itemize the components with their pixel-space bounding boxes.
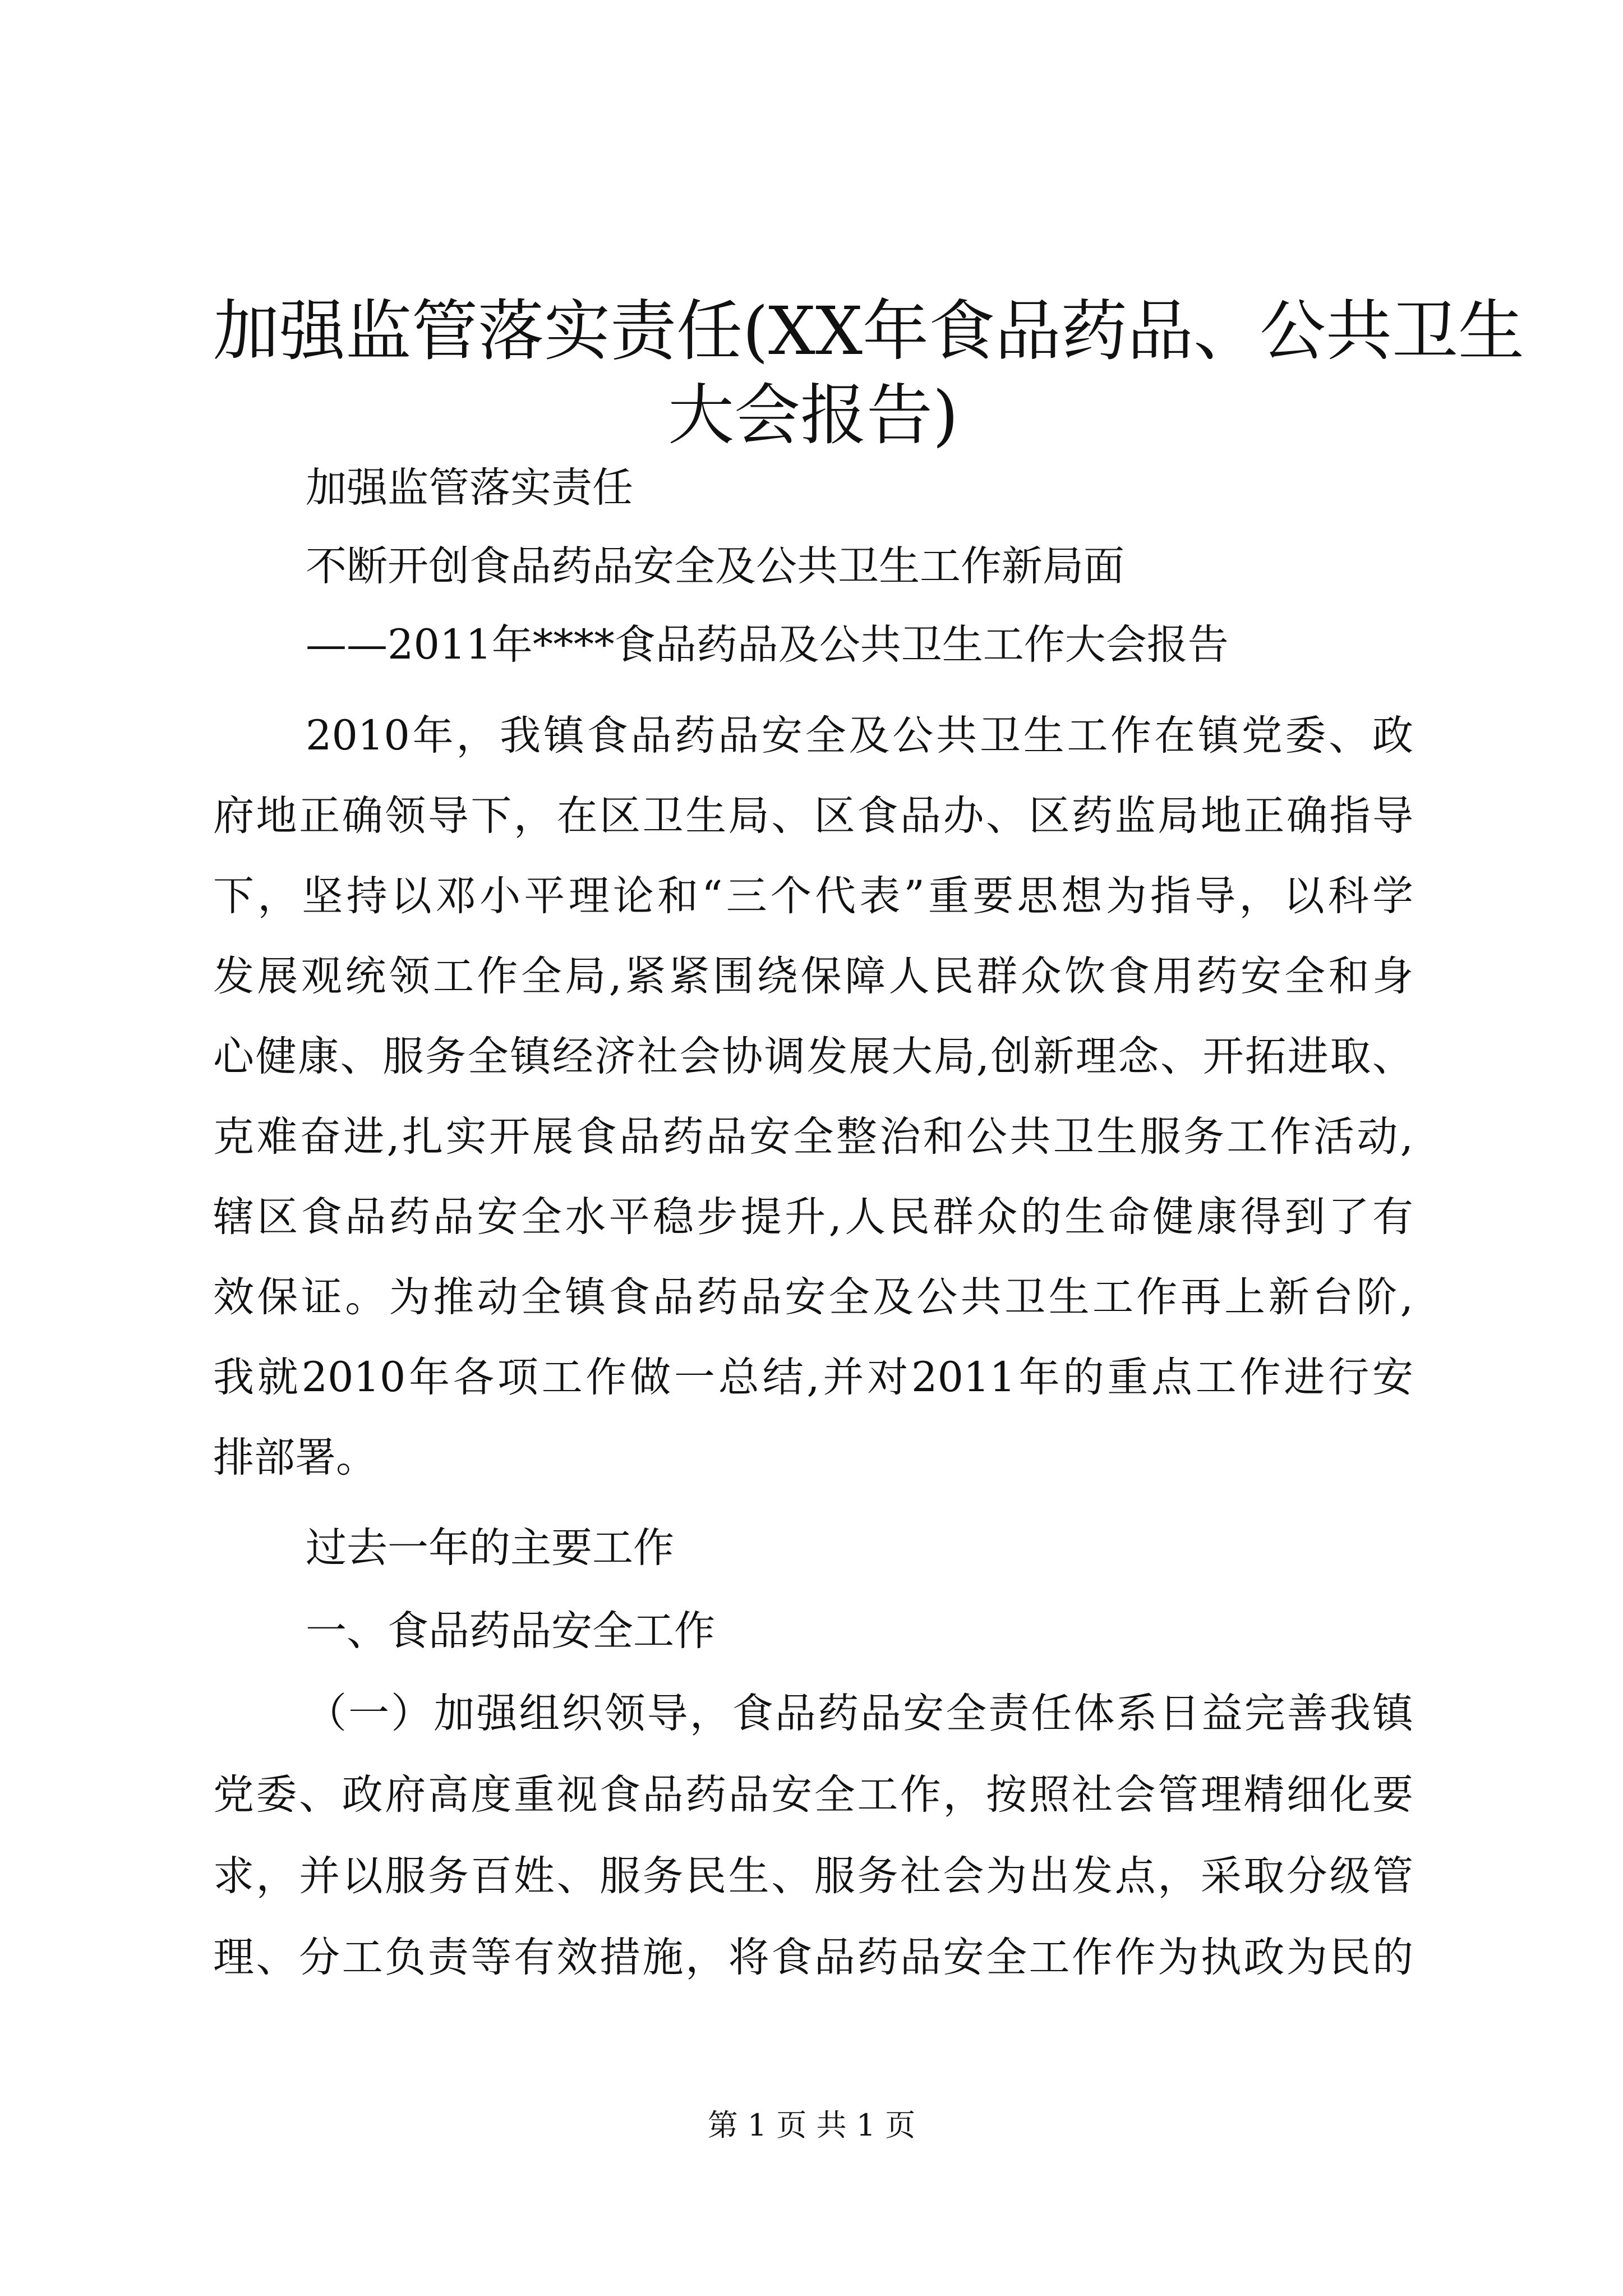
paragraph-line: 求，并以服务百姓、服务民生、服务社会为出发点，采取分级管 — [213, 1852, 1413, 1900]
paragraph-line: 克难奋进,扎实开展食品药品安全整治和公共卫生服务工作活动, — [213, 1113, 1413, 1161]
paragraph-line: 党委、政府高度重视食品药品安全工作，按照社会管理精细化要 — [213, 1771, 1413, 1819]
paragraph-line: 发展观统领工作全局,紧紧围绕保障人民群众饮食用药安全和身 — [213, 953, 1413, 1000]
section-heading: 一、食品药品安全工作 — [306, 1607, 715, 1655]
paragraph-line: 下，坚持以邓小平理论和“三个代表”重要思想为指导，以科学 — [213, 872, 1413, 920]
subtitle-line: 加强监管落实责任 — [306, 464, 633, 512]
paragraph-line: 2010年，我镇食品药品安全及公共卫生工作在镇党委、政 — [306, 712, 1413, 760]
paragraph-line: （一）加强组织领导，食品药品安全责任体系日益完善我镇 — [306, 1690, 1413, 1737]
document-title-line-2: 大会报告) — [667, 376, 959, 454]
paragraph-line: 效保证。为推动全镇食品药品安全及公共卫生工作再上新台阶, — [213, 1273, 1413, 1321]
section-heading: 过去一年的主要工作 — [306, 1524, 674, 1572]
paragraph-line: 理、分工负责等有效措施，将食品药品安全工作作为执政为民的 — [213, 1934, 1413, 1981]
paragraph-line: 我就2010年各项工作做一总结,并对2011年的重点工作进行安 — [213, 1354, 1413, 1401]
paragraph-line: 府地正确领导下，在区卫生局、区食品办、区药监局地正确指导 — [213, 792, 1413, 840]
page-footer: 第 1 页 共 1 页 — [707, 2108, 916, 2143]
document-title-line-1: 加强监管落实责任(XX年食品药品、公共卫生 — [213, 292, 1525, 370]
subtitle-line: 不断开创食品药品安全及公共卫生工作新局面 — [306, 542, 1124, 590]
paragraph-line: 心健康、服务全镇经济社会协调发展大局,创新理念、开拓进取、 — [213, 1033, 1414, 1080]
paragraph-line: 排部署。 — [213, 1434, 377, 1481]
subtitle-line: ——2011年****食品药品及公共卫生工作大会报告 — [306, 621, 1229, 669]
paragraph-line: 辖区食品药品安全水平稳步提升,人民群众的生命健康得到了有 — [213, 1193, 1413, 1241]
